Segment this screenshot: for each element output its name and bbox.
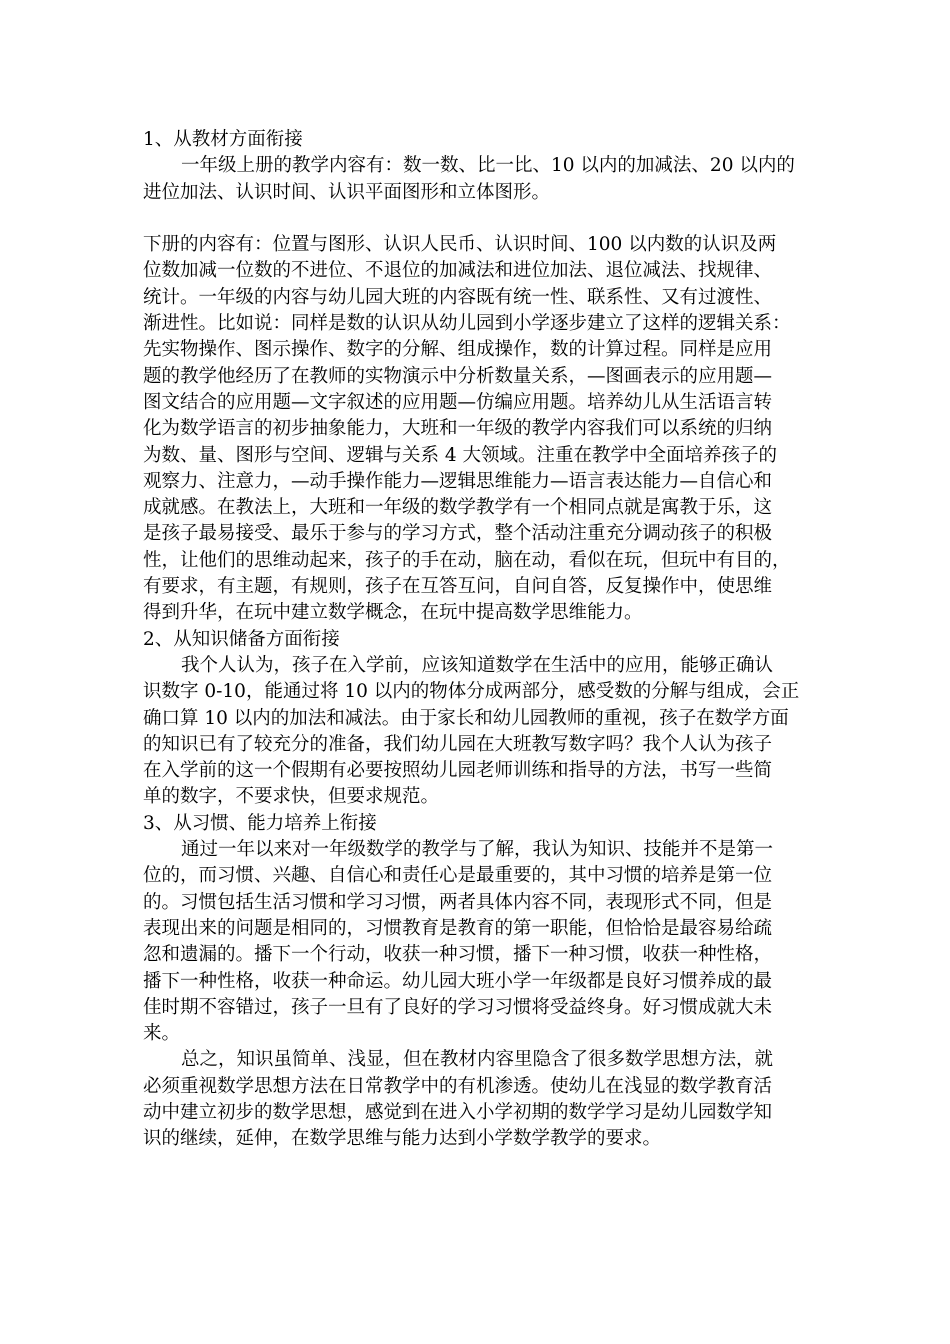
- section-heading-2: 2、从知识储备方面衔接: [143, 628, 340, 650]
- paragraph-line: 成就感。在教法上，大班和一年级的数学教学有一个相同点就是寓教于乐，这: [143, 497, 773, 519]
- paragraph-line: 动中建立初步的数学思想，感觉到在进入小学初期的数学学习是幼儿园数学知: [143, 1101, 773, 1123]
- paragraph-line: 识的继续，延伸，在数学思维与能力达到小学数学教学的要求。: [143, 1128, 662, 1150]
- document-body: [143, 127, 815, 1153]
- paragraph-line: 总之，知识虽简单、浅显，但在教材内容里隐含了很多数学思想方法，就: [181, 1049, 774, 1071]
- paragraph-line: 有要求，有主题，有规则，孩子在互答互问，自问自答，反复操作中，使思维: [143, 576, 773, 598]
- paragraph-line: 我个人认为，孩子在入学前，应该知道数学在生活中的应用，能够正确认: [181, 654, 774, 676]
- paragraph-line: 为数、量、图形与空间、逻辑与关系 4 大领域。注重在教学中全面培养孩子的: [143, 444, 778, 466]
- paragraph-line: 的。习惯包括生活习惯和学习习惯，两者具体内容不同，表现形式不同，但是: [143, 891, 773, 913]
- paragraph-line: 图文结合的应用题—文字叙述的应用题—仿编应用题。培养幼儿从生活语言转: [143, 391, 773, 413]
- paragraph-line: 一年级上册的教学内容有：数一数、比一比、10 以内的加减法、20 以内的: [181, 155, 795, 177]
- paragraph-line: 渐进性。比如说：同样是数的认识从幼儿园到小学逐步建立了这样的逻辑关系：: [143, 313, 791, 335]
- paragraph-line: 单的数字，不要求快，但要求规范。: [143, 786, 440, 808]
- paragraph-line: 播下一种性格，收获一种命运。幼儿园大班小学一年级都是良好习惯养成的最: [143, 970, 773, 992]
- section-heading-3: 3、从习惯、能力培养上衔接: [143, 812, 377, 834]
- paragraph-line: 题的教学他经历了在教师的实物演示中分析数量关系，—图画表示的应用题—: [143, 365, 773, 387]
- paragraph-line: 必须重视数学思想方法在日常教学中的有机渗透。使幼儿在浅显的数学教育活: [143, 1075, 773, 1097]
- paragraph-line: 通过一年以来对一年级数学的教学与了解，我认为知识、技能并不是第一: [181, 839, 774, 861]
- paragraph-line: 佳时期不容错过，孩子一旦有了良好的学习习惯将受益终身。好习惯成就大未: [143, 996, 773, 1018]
- paragraph-line: 得到升华，在玩中建立数学概念，在玩中提高数学思维能力。: [143, 602, 643, 624]
- paragraph-gap: [143, 206, 815, 232]
- paragraph-line: 在入学前的这一个假期有必要按照幼儿园老师训练和指导的方法，书写一些简: [143, 760, 773, 782]
- paragraph-line: 进位加法、认识时间、认识平面图形和立体图形。: [143, 181, 551, 203]
- section-heading-1: 1、从教材方面衔接: [143, 129, 303, 150]
- paragraph-line: 的知识已有了较充分的准备，我们幼儿园在大班教写数字吗？我个人认为孩子: [143, 733, 773, 755]
- paragraph-line: 性，让他们的思维动起来，孩子的手在动，脑在动，看似在玩，但玩中有目的，: [143, 549, 791, 571]
- paragraph-line: 来。: [143, 1023, 181, 1045]
- paragraph-line: 位的，而习惯、兴趣、自信心和责任心是最重要的，其中习惯的培养是第一位: [143, 865, 773, 887]
- paragraph-line: 表现出来的问题是相同的，习惯教育是教育的第一职能，但恰恰是最容易给疏: [143, 917, 773, 939]
- paragraph-line: 观察力、注意力，—动手操作能力—逻辑思维能力—语言表达能力—自信心和: [143, 470, 773, 492]
- paragraph-line: 统计。一年级的内容与幼儿园大班的内容既有统一性、联系性、又有过渡性、: [143, 286, 773, 308]
- paragraph-line: 位数加减一位数的不进位、不退位的加减法和进位加法、退位减法、找规律、: [143, 260, 773, 282]
- paragraph-line: 是孩子最易接受、最乐于参与的学习方式，整个活动注重充分调动孩子的积极: [143, 523, 773, 545]
- paragraph-line: 下册的内容有：位置与图形、认识人民币、认识时间、100 以内数的认识及两: [143, 234, 777, 256]
- paragraph-line: 忽和遗漏的。播下一个行动，收获一种习惯，播下一种习惯，收获一种性格，: [143, 944, 773, 966]
- paragraph-line: 先实物操作、图示操作、数字的分解、组成操作，数的计算过程。同样是应用: [143, 339, 773, 361]
- paragraph-line: 确口算 10 以内的加法和减法。由于家长和幼儿园教师的重视，孩子在数学方面: [143, 707, 789, 729]
- paragraph-line: 识数字 0-10，能通过将 10 以内的物体分成两部分，感受数的分解与组成，会正: [143, 681, 800, 703]
- paragraph-line: 化为数学语言的初步抽象能力，大班和一年级的教学内容我们可以系统的归纳: [143, 418, 773, 440]
